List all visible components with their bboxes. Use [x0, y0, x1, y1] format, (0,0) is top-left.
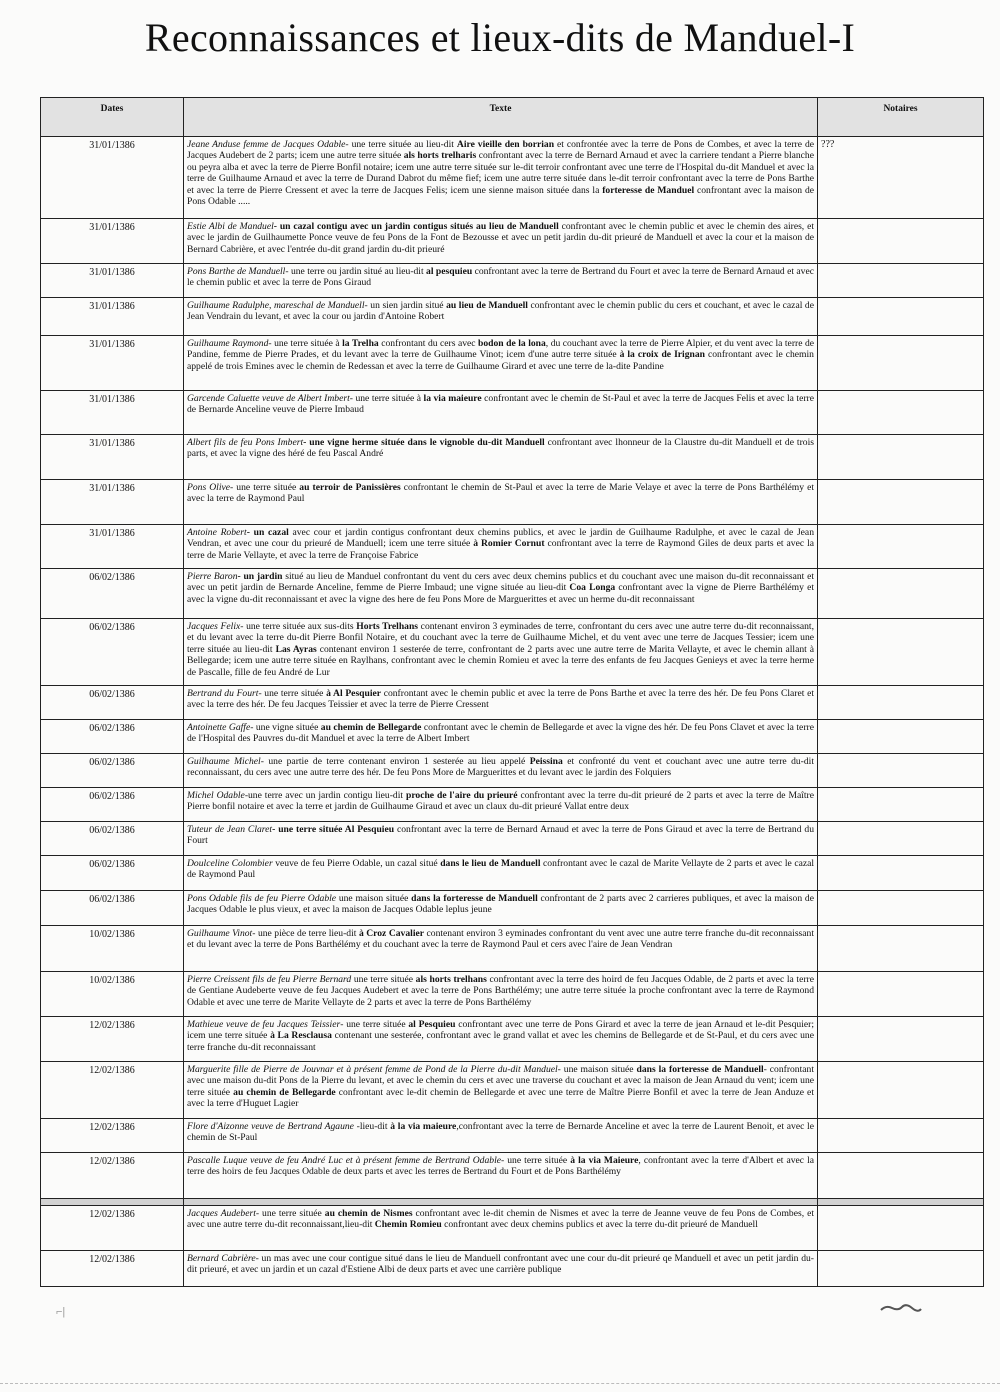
table-row: [41, 137, 984, 219]
person-name: Jeane Anduse femme de Jacques Odable: [187, 139, 346, 150]
record-text: - une terre située: [340, 1019, 409, 1030]
record-text: confrontant avec la terre de Raymond Giles de deux parts et avec la terre de Marie Vellayte, et avec la terre de Françoise Fabrice: [187, 538, 814, 561]
notary-cell: [818, 1062, 984, 1119]
record-text: confrontant avec le chemin public du cers et couchant, et avec le cazal de Jean Vendrain du levant, et avec la cour ou jardin d'Antoine Robert: [187, 300, 814, 323]
text-cell: [184, 264, 818, 298]
date-cell: 06/02/1386: [41, 822, 184, 856]
record-text: contenant environ 3 eyminades confrontant du vent avec une autre terre franche du-dit reconnaissant et du levant avec la terre de Pons Barthélémy et du couchant avec la terre de Raymond Paul et cers avec l'aire de Jean Vendran: [187, 928, 815, 951]
table-row: [41, 391, 984, 435]
person-name: Garcende Caluette veuve de Albert Imbert: [187, 393, 350, 404]
table-row: [41, 264, 984, 298]
notary-cell: [818, 1017, 984, 1062]
record-text: confrontant avec la terre de Bernard Arnaud et avec la carriere tendant a Pierre blanche ou peyra alba et avec la terre de Pierre Bonfil notaire; icem une autre terre située sur le-dit terroir confrontant avec une terre de l'Hospital du-dit Manduel et avec la terre de Guilhaume Arnaud et avec la terre de Durand Dabrot du même fief; icem une autre terre située dans le-dit terroir confrontant avec la terre de Pons Barthe et avec la terre de Pierre Cressent et avec la terre de Jacques Felis; icem une sienne maison située dans la: [187, 150, 814, 196]
place-name: Horts Trelhans: [356, 621, 419, 632]
text-cell: [184, 219, 818, 264]
table-row: [41, 336, 984, 391]
notary-cell: [818, 1206, 984, 1251]
person-name: Tuteur de Jean Claret: [187, 824, 273, 835]
record-text: - une terre ou jardin situé au lieu-dit: [285, 266, 427, 277]
person-name: Estie Albi de Manduel: [187, 221, 274, 232]
notary-cell: [818, 686, 984, 720]
text-cell: [184, 1119, 818, 1153]
stamp-mark: [880, 1304, 922, 1312]
table-row: [41, 926, 984, 972]
table-row: [41, 822, 984, 856]
record-text: confrontant avec la maison de Pons Odable .....: [187, 184, 814, 208]
separator-cell: [41, 1199, 184, 1206]
place-name: à la croix de Irignan: [619, 349, 705, 361]
table-row: [41, 1119, 984, 1153]
date-cell: 12/02/1386: [41, 1119, 184, 1153]
record-text: confrontant avec lhonneur de la Claustre du-dit Manduell et de trois parts, et avec la vigne des héré de feu Pascal André: [187, 437, 814, 460]
text-cell: [184, 336, 818, 391]
place-name: à Croz Cavalier: [358, 928, 424, 939]
date-cell: 10/02/1386: [41, 926, 184, 972]
record-text: et confrontée avec la terre de Pons de Combes, et avec la terre de Jacques Audebert de 2 parts; icem une autre terre située: [187, 139, 814, 162]
date-cell: 06/02/1386: [41, 788, 184, 822]
text-cell: [184, 926, 818, 972]
record-text: - un sien jardin situé: [364, 300, 447, 311]
notary-cell: [818, 336, 984, 391]
record-text: confrontant avec la vigne de Pierre Barthélémy et avec la vigne du-dit reconnaissant et avec la vigne des here de feu Pons More de Marguerittes et avec un herme du-dit reconnaissant: [187, 582, 815, 605]
person-name: Pierre Baron: [187, 571, 238, 582]
person-name: Guilhaume Vinot: [187, 928, 253, 939]
text-cell: [184, 686, 818, 720]
place-name: la Trelha: [342, 338, 379, 349]
notary-cell: [818, 298, 984, 336]
record-text: ,confrontant avec la terre de Bernarde Anceline et avec la terre de Laurent Benoit, et avec le chemin de St-Paul: [187, 1121, 814, 1144]
place-name: au chemin de Bellegarde: [233, 1086, 336, 1098]
place-name: Coa Longa: [569, 582, 616, 594]
column-header-dates: Dates: [41, 98, 184, 137]
date-cell: 12/02/1386: [41, 1153, 184, 1199]
date-cell: 12/02/1386: [41, 1017, 184, 1062]
record-text: confrontant de 2 parts avec 2 carrieres publiques, et avec la maison de Jacques Odable le plus vieux, et avec la maison de Jacques Odable leplus jeune: [187, 893, 814, 916]
notary-cell: [818, 525, 984, 569]
place-name: Peissina: [529, 756, 563, 767]
text-cell: [184, 720, 818, 754]
notary-cell: [818, 391, 984, 435]
date-cell: 06/02/1386: [41, 686, 184, 720]
separator-row: [41, 1199, 984, 1206]
record-text: - une terre située: [255, 1208, 325, 1219]
place-name: dans la forteresse de Manduell: [411, 893, 538, 904]
person-name: Pascalle Luque veuve de feu André Luc et à présent femme de Bertrand Odable: [187, 1155, 501, 1166]
date-cell: 06/02/1386: [41, 720, 184, 754]
record-text: - une terre située au lieu-dit: [345, 139, 457, 150]
separator-cell: [818, 1199, 984, 1206]
table-row: [41, 856, 984, 891]
table-row: [41, 686, 984, 720]
record-text: confrontant avec deux chemins publics et avec la terre du-dit prieuré de Manduell: [441, 1219, 758, 1231]
notary-cell: [818, 754, 984, 788]
text-cell: [184, 972, 818, 1017]
person-name: Marguerite fille de Pierre de Jouvnar et à présent femme de Pond de la Pierre du-dit Manduel: [187, 1064, 558, 1075]
notary-cell: [818, 1119, 984, 1153]
table-row: [41, 219, 984, 264]
place-name: bodon de la lona: [478, 338, 546, 349]
record-text: , confrontant avec la terre d'Albert et avec la terre des hoirs de feu Jacques Odable de deux parts et avec les terres de Bertrand du Fourt et de Pons Barthélémy: [187, 1155, 814, 1178]
person-name: Guilhaume Radulphe, mareschal de Manduell: [187, 300, 365, 311]
record-text: situé au lieu de Manduel confrontant du vent du cers avec deux chemins publics et du couchant avec une maison du-dit reconnaissant et avec un petit jardin de Bernarde Anceline, femme de Pierre Imbaud; une vigne située au lieu-dit: [187, 571, 814, 594]
record-text: - confrontant avec une maison du-dit Pons de la Pierre du levant, et avec le chemin du cers et avec une traverse du couchant et avec la maison de Jean Arnaud du vent; icem une terre située: [187, 1064, 814, 1098]
record-text: - une terre située: [258, 688, 327, 699]
record-text: confrontant avec le chemin de St-Paul et avec la terre de Jacques Felis et avec la terre de Bernarde Anceline veuve de Pierre Imbaud: [187, 393, 814, 416]
notary-cell: [818, 926, 984, 972]
record-text: confrontant avec le chemin public et avec la terre de Pons Barthe et avec la terre des hér. De feu Pons Claret et avec la terre des hér. De feu Jacques Teissier et avec la terre de Pierre Cressent: [187, 688, 814, 711]
date-cell: 31/01/1386: [41, 336, 184, 391]
date-cell: 06/02/1386: [41, 619, 184, 686]
date-cell: 31/01/1386: [41, 435, 184, 480]
place-name: - un cazal contigu avec un jardin contigus situés au lieu de Manduell: [273, 221, 559, 232]
place-name: als horts trelharis: [403, 150, 477, 162]
place-name: - un jardin: [237, 571, 283, 582]
notary-cell: ???: [818, 137, 984, 219]
table-row: [41, 720, 984, 754]
place-name: dans le lieu de Manduell: [440, 858, 541, 869]
table-row: [41, 619, 984, 686]
separator-cell: [184, 1199, 818, 1206]
place-name: au terroir de Panissières: [299, 482, 401, 493]
person-name: Jacques Felix: [187, 621, 241, 632]
page-title: Reconnaissances et lieux-dits de Manduel-I: [144, 15, 856, 60]
notary-cell: [818, 480, 984, 525]
notary-cell: [818, 788, 984, 822]
person-name: Guilhaume Raymond: [187, 338, 269, 349]
text-cell: [184, 435, 818, 480]
table-row: [41, 1153, 984, 1199]
record-text: contenant une sesterée, confrontant avec le grand vallat et avec les chemins de Bellegarde et de St-Paul, et du cers avec une terre franche du-dit reconnaissant: [187, 1030, 814, 1053]
table-row: [41, 1017, 984, 1062]
date-cell: 06/02/1386: [41, 569, 184, 619]
table-row: [41, 972, 984, 1017]
date-cell: 31/01/1386: [41, 264, 184, 298]
place-name: - un cazal: [246, 527, 289, 538]
text-cell: [184, 525, 818, 569]
date-cell: 31/01/1386: [41, 219, 184, 264]
table-row: [41, 891, 984, 926]
person-name: Pons Barthe de Manduell: [187, 266, 286, 277]
notary-cell: [818, 1153, 984, 1199]
table-row: [41, 569, 984, 619]
place-name: au lieu de Manduell: [446, 300, 528, 311]
record-text: contenant environ 1 sesterée de terre, confrontant de 2 parts avec une autre terre de Marita Vellayte, et avec le chemin allant à Bellegarde; icem une autre terre située en Raylhans, confrontant avec le chemin Romieu et avec la terre des enfants de feu Jacques Genieys et avec la terre herme de Pascalle, fille de feu André de Lur: [187, 643, 815, 678]
place-name: - une vigne herme située dans le vignoble du-dit Manduell: [303, 437, 545, 448]
table-row: [41, 1206, 984, 1251]
date-cell: 31/01/1386: [41, 480, 184, 525]
record-text: confrontant avec le-dit chemin de Nismes et avec la terre de Jeanne veuve de feu Pons de Combes, et avec une autre terre du-dit reconnaissant,lieu-dit: [187, 1208, 815, 1231]
record-text: confrontant avec le chemin appelé de trois Emines avec le chemin de Redessan et avec la terre de Guilhaume Girard et avec une terre de la-dite Pandine: [187, 349, 814, 372]
place-name: à la via Maieure: [570, 1155, 639, 1166]
record-text: - une terre située à: [268, 338, 343, 349]
record-text: confrontant du cers avec: [378, 338, 479, 349]
record-text: confrontant avec la terre des hoird de feu Jacques Odable, de 2 parts et avec la terre de Gentiane Audeberte veuve de feu Jacques Audebert et avec la terre de Pons Barthélémy; une autre terre située la proche confrontant avec la terre de Raymond Odable et avec une terre de Marite Vellayte de 2 parts et avec la terre de Pons Barthélémy: [187, 974, 814, 1008]
person-name: Antoinette Gaffe: [187, 722, 251, 733]
person-name: Albert fils de feu Pons Imbert: [187, 437, 304, 448]
table-row: [41, 1062, 984, 1119]
record-text: - une terre située: [501, 1155, 571, 1166]
person-name: Michel Odable: [187, 790, 245, 801]
place-name: à Romier Cornut: [473, 538, 545, 550]
notary-cell: [818, 569, 984, 619]
place-name: au chemin de Bellegarde: [320, 722, 422, 733]
place-name: - une terre située Al Pesquieu: [272, 824, 395, 835]
table-row: [41, 788, 984, 822]
place-name: au chemin de Nismes: [324, 1208, 413, 1219]
table-row: [41, 1251, 984, 1287]
date-cell: 12/02/1386: [41, 1206, 184, 1251]
place-name: forteresse de Manduel: [602, 184, 695, 196]
record-text: une maison située: [336, 893, 412, 904]
place-name: al pesquieu: [426, 266, 473, 277]
date-cell: 31/01/1386: [41, 525, 184, 569]
table-row: [41, 525, 984, 569]
person-name: Antoine Robert: [187, 527, 247, 538]
record-text: et confronté du vent et couchant avec une autre terre du-dit reconnaissant, du cers avec une autre terre des hér. De feu Pons More de Marguerittes et du levant avec le jardin des Folquiers: [187, 756, 815, 779]
person-name: Bernard Cabrière: [187, 1253, 256, 1264]
record-text: confrontant avec la terre du-dit prieuré de 2 parts et avec la terre de Maître Pierre bonfil notaire et avec la terre et jardin de Guilhaume Giraud et avec un claux du-dit prieuré Vallat entre deux: [187, 790, 815, 813]
date-cell: 06/02/1386: [41, 856, 184, 891]
notary-cell: [818, 619, 984, 686]
table-body: [41, 137, 984, 1287]
record-text: -une terre avec un jardin contigu lieu-dit: [244, 790, 406, 801]
place-name: proche de l'aire du prieuré: [405, 790, 518, 801]
place-name: la via maieure: [423, 393, 482, 404]
place-name: à Al Pesquier: [326, 688, 382, 699]
record-text: - une terre située: [230, 482, 300, 493]
records-table: [40, 97, 984, 1287]
record-text: - une pièce de terre lieu-dit: [252, 928, 359, 939]
table-row: [41, 435, 984, 480]
text-cell: [184, 569, 818, 619]
person-name: Pierre Creissent fils de feu Pierre Bernard: [187, 974, 352, 985]
text-cell: [184, 137, 818, 219]
table-row: [41, 480, 984, 525]
record-text: confrontant avec la terre de Bertrand du Fourt et avec la terre de Bernard Arnaud et avec le chemin public et avec la terre de Pons Giraud: [187, 266, 814, 289]
record-text: confrontant le chemin de St-Paul et avec la terre de Marie Velaye et avec la terre de Pons Barthélémy et avec la terre de Raymond Paul: [187, 482, 814, 505]
record-text: avec cour et jardin contigus confrontant deux chemins publics, et avec le jardin de Guilhaume Radulphe, et avec le cazal de Jean Vendran, et avec une cour du prieuré de Manduell; icem une terre située: [187, 527, 814, 550]
person-name: Pons Olive: [187, 482, 231, 493]
text-cell: [184, 754, 818, 788]
person-name: Jacques Audebert: [187, 1208, 256, 1219]
text-cell: [184, 856, 818, 891]
record-text: confrontant avec la terre de Bernard Arnaud et avec la terre de Pons Giraud et avec la terre de Bertrand du Fourt: [187, 824, 814, 847]
record-text: - une partie de terre contenant environ 1 sesterée au lieu appelé: [260, 756, 530, 767]
date-cell: 31/01/1386: [41, 298, 184, 336]
text-cell: [184, 1206, 818, 1251]
person-name: Guilhaume Michel: [187, 756, 261, 767]
place-name: Chemin Romieu: [374, 1219, 442, 1231]
record-text: confrontant avec le chemin public et avec le chemin des aires, et avec le jardin de Guilhaumette Ponce veuve de feu Pons de la Font de Bezousse et avec un petit jardin du-dit prieuré de Manduell et avec la cour et la maison de Bernard Cabrière, et avec l'entrée du-dit grand jardin du-dit prieuré: [187, 221, 815, 255]
place-name: dans la forteresse de Manduell: [636, 1064, 764, 1075]
record-text: confrontant avec le cazal de Marite Vellayte de 2 parts et avec le cazal de Raymond Paul: [187, 858, 815, 881]
text-cell: [184, 1017, 818, 1062]
record-text: - un mas avec une cour contigue situé dans le lieu de Manduell confrontant avec une cour du-dit prieuré qe Manduell et avec un petit jardin du-dit prieuré, et avec un jardin et un cazal d'Estiene Albi de deux parts et avec une carrière publique: [187, 1253, 814, 1276]
text-cell: [184, 1153, 818, 1199]
notary-cell: [818, 435, 984, 480]
text-cell: [184, 788, 818, 822]
column-header-notaires: Notaires: [818, 98, 984, 137]
record-text: - une terre située à: [349, 393, 424, 404]
text-cell: [184, 891, 818, 926]
place-name: Las Ayras: [275, 643, 317, 655]
place-name: al Pesquieu: [408, 1019, 456, 1030]
record-text: contenant environ 3 eyminades de terre, confrontant du cers avec une autre terre du-dit reconnaissant, et du levant avec la terre du-dit Pierre Bonfil Notaire, et du couchant avec la terre de Guilhaume Michel, et du vent avec une terre de Jacques Tessier; icem une terre située au lieu-dit: [187, 621, 814, 655]
date-cell: 06/02/1386: [41, 754, 184, 788]
record-text: , du couchant avec la terre de Pierre Alpier, et du vent avec la terre de Pandine, femme de Pierre Prades, et du levant avec la terre de Guilhaume Vinot; icem d'une autre terre située: [187, 338, 815, 361]
record-text: confrontant avec le chemin de Bellegarde et avec la vigne des hér. De feu Pons Clavet et avec la terre de l'Hospital des Pauvres du-dit Manduel et avec la terre de Albert Imbert: [187, 722, 814, 745]
notary-cell: [818, 856, 984, 891]
notary-cell: [818, 1251, 984, 1287]
place-name: à la via maieure: [390, 1121, 457, 1132]
person-name: Bertrand du Fourt: [187, 688, 259, 699]
person-name: Mathieue veuve de feu Jacques Teissier: [187, 1019, 341, 1030]
page-margin-mark: ⌐|: [56, 1306, 66, 1318]
date-cell: 31/01/1386: [41, 391, 184, 435]
date-cell: 12/02/1386: [41, 1251, 184, 1287]
date-cell: 31/01/1386: [41, 137, 184, 219]
notary-cell: [818, 972, 984, 1017]
person-name: Pons Odable fils de feu Pierre Odable: [187, 893, 337, 904]
table-header-row: [41, 98, 984, 137]
notary-cell: [818, 219, 984, 264]
place-name: Aire vieille den borrian: [456, 139, 555, 150]
record-text: - une terre située aux sus-dits: [240, 621, 357, 632]
record-text: veuve de feu Pierre Odable, un cazal situé: [272, 858, 441, 869]
table-row: [41, 298, 984, 336]
date-cell: 06/02/1386: [41, 891, 184, 926]
notary-cell: [818, 822, 984, 856]
place-name: à La Resclausa: [270, 1030, 332, 1042]
text-cell: [184, 480, 818, 525]
place-name: als horts trelhans: [415, 974, 487, 985]
text-cell: [184, 1062, 818, 1119]
notary-cell: [818, 891, 984, 926]
record-text: - une maison située: [557, 1064, 637, 1075]
text-cell: [184, 619, 818, 686]
text-cell: [184, 822, 818, 856]
table-row: [41, 754, 984, 788]
text-cell: [184, 298, 818, 336]
text-cell: [184, 391, 818, 435]
notary-cell: [818, 720, 984, 754]
record-text: confrontant avec une terre de Pons Girard et avec la terre de jean Arnaud et le-dit Pesquier; icem une terre située: [187, 1019, 814, 1042]
text-cell: [184, 1251, 818, 1287]
page-bottom-edge: [0, 1383, 1000, 1384]
column-header-texte: Texte: [184, 98, 818, 137]
record-text: une terre située: [351, 974, 416, 985]
date-cell: 10/02/1386: [41, 972, 184, 1017]
person-name: Doulceline Colombier: [187, 858, 273, 869]
notary-cell: [818, 264, 984, 298]
person-name: Flore d'Aizonne veuve de Bertrand Agaune: [187, 1121, 354, 1132]
date-cell: 12/02/1386: [41, 1062, 184, 1119]
record-text: confrontant avec le-dit chemin de Bellegarde et avec une terre de Maître Pierre Bonfil et avec la terre de Jean Anduze et avec la terre d'Huguet Lagier: [187, 1086, 814, 1110]
record-text: -lieu-dit: [353, 1121, 391, 1132]
record-text: - une vigne située: [250, 722, 321, 733]
